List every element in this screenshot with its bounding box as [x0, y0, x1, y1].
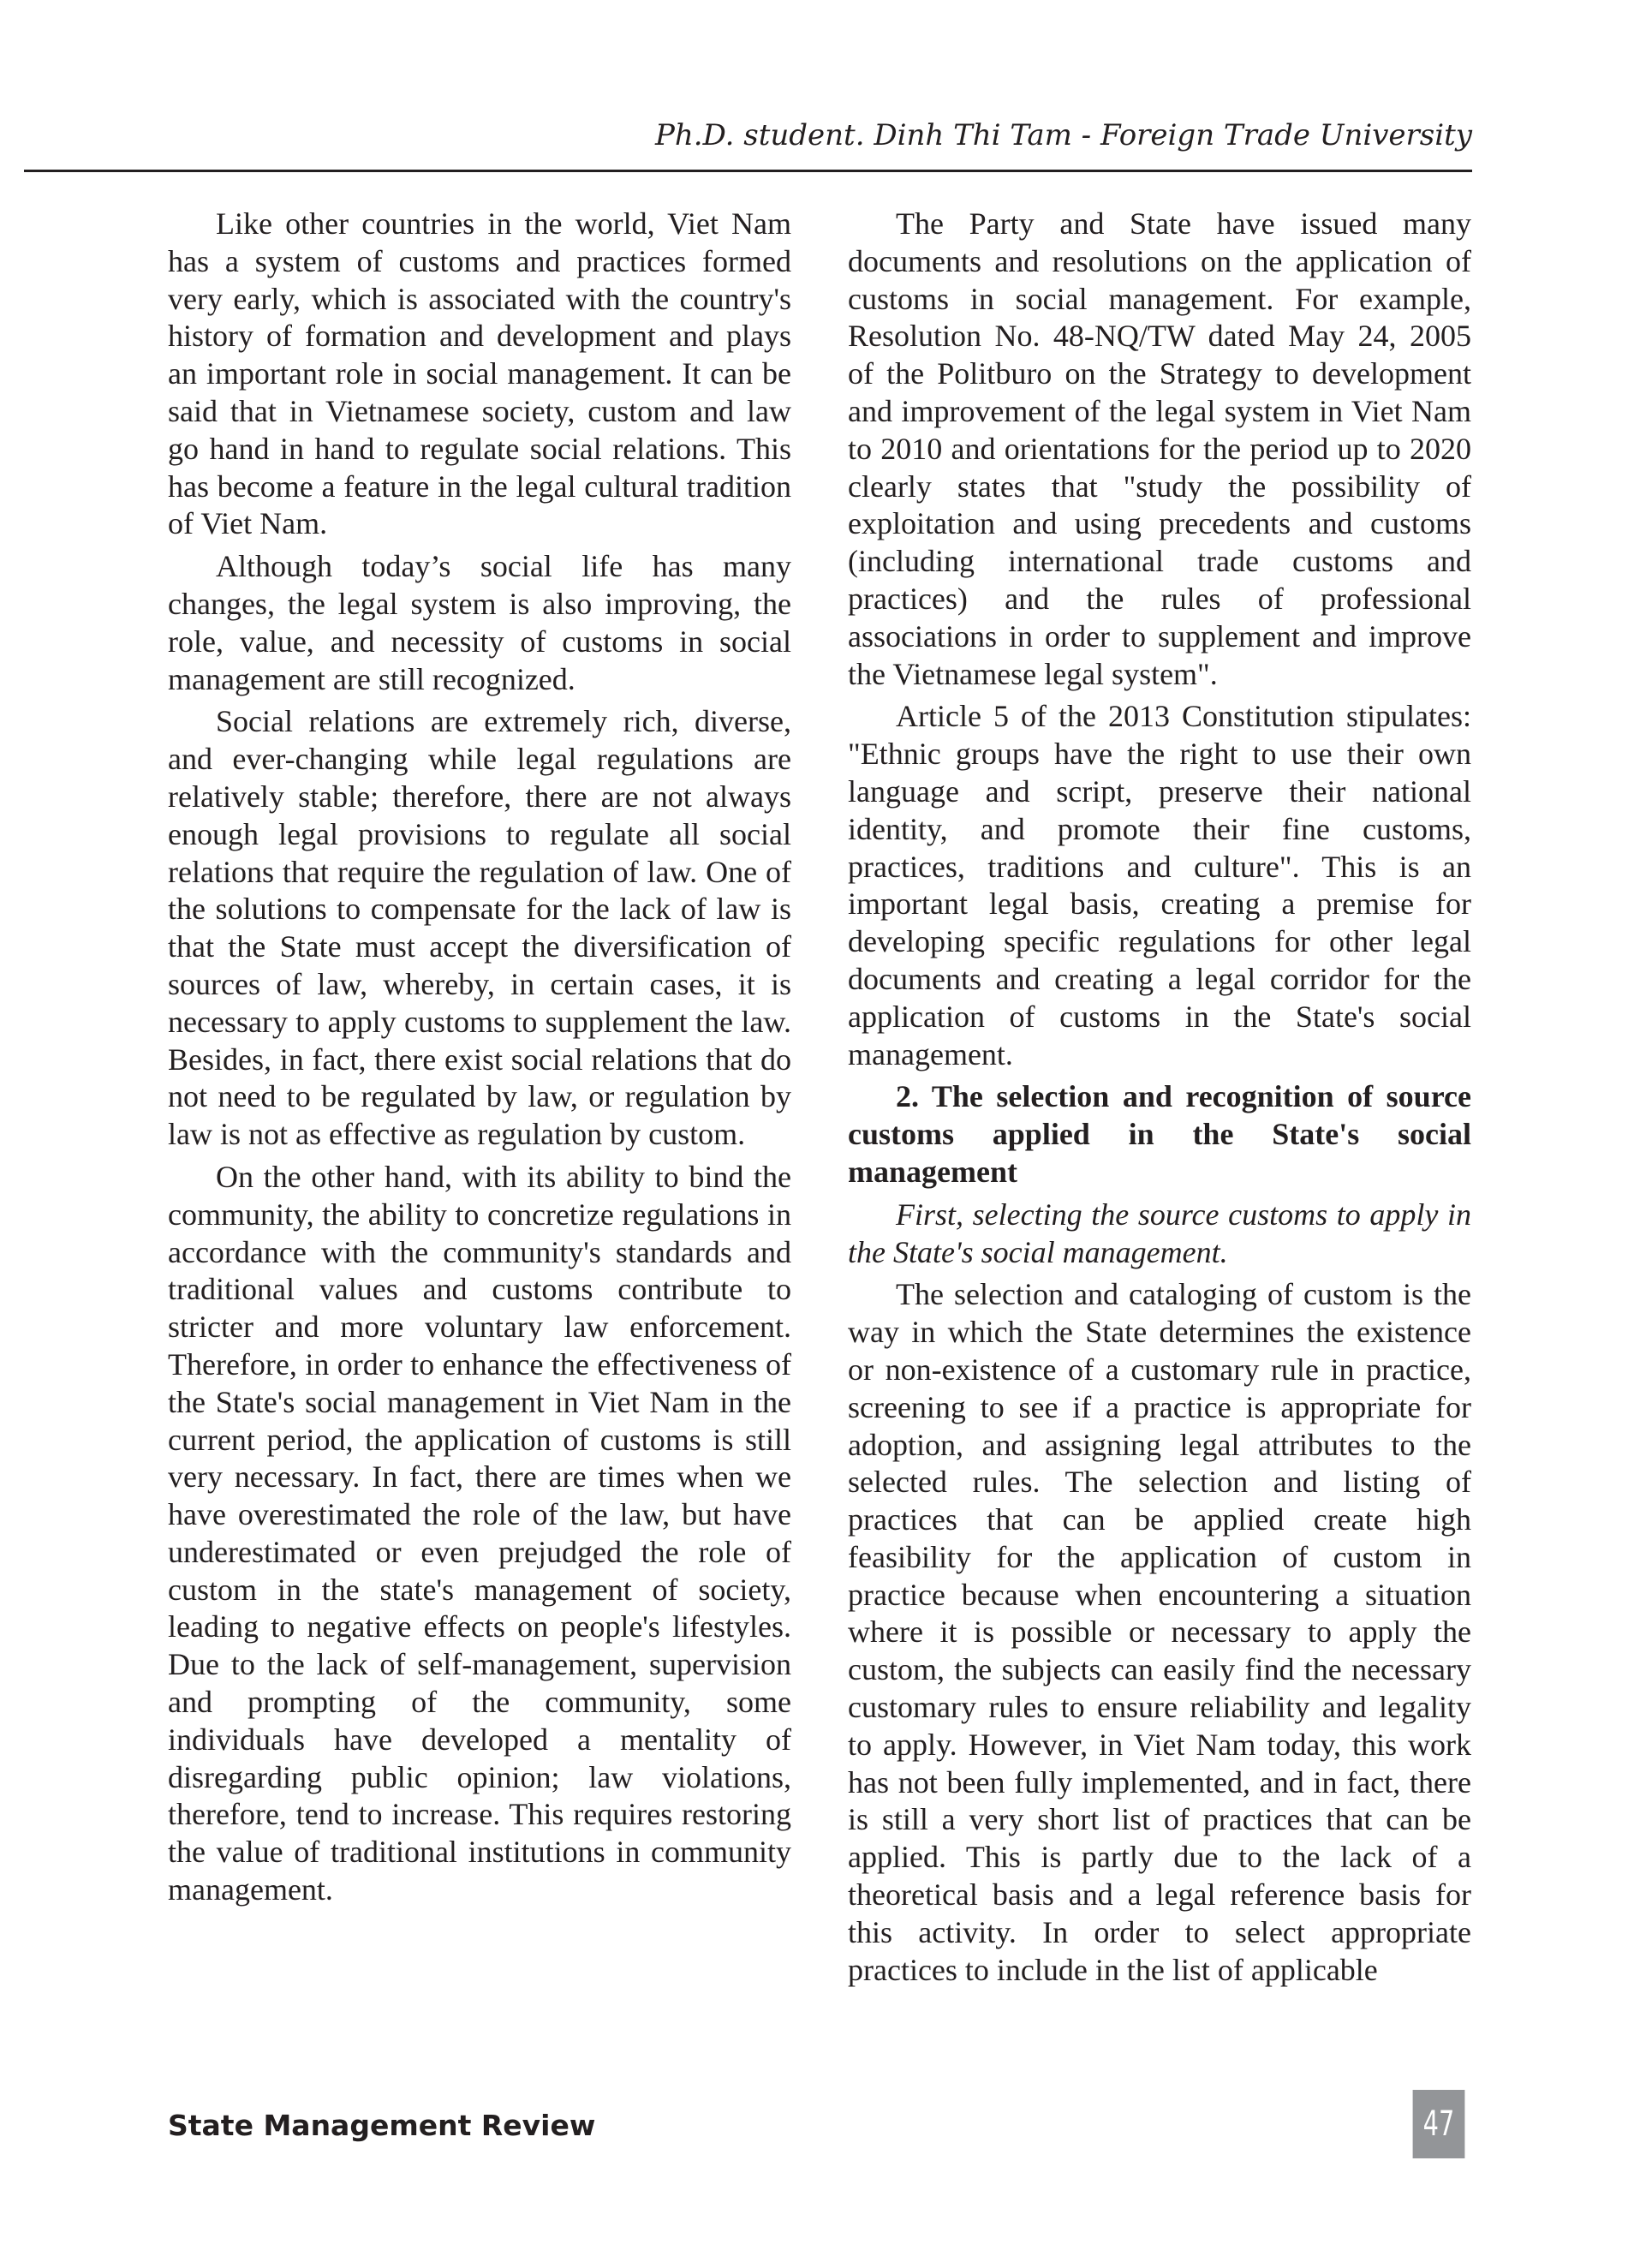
body-paragraph: The selection and cataloging of custom is the way in which the State determines the existence or non-existence of a customary rule in practice, screening to see if a practice is appropriate for adoption, and assigning legal attributes to the selected rules. The selection and listing of practices that can be applied create high feasibility for the application of custom in practice because when encountering a situation where it is possible or necessary to apply the custom, the subjects can easily find the necessary customary rules to ensure reliability and legality to apply. However, in Viet Nam today, this work has not been fully implemented, and in fact, there is still a very short list of practices that can be applied. This is partly due to the lack of a theoretical basis and a legal reference basis for this activity. In order to select appropriate practices to include in the list of applicable — [848, 1277, 1471, 1987]
body-paragraph: Article 5 of the 2013 Constitution stipulates: "Ethnic groups have the right to use their own language and script, preserve their national identity, and promote their fine customs, practices, traditions and culture". This is an important legal basis, creating a premise for developing specific regulations for other legal documents and creating a legal corridor for the application of customs in the State's social management. — [848, 699, 1471, 1071]
italic-subheading: First, selecting the source customs to apply in the State's social management. — [848, 1197, 1471, 1269]
body-paragraph: On the other hand, with its ability to bind the community, the ability to concretize regulations in accordance with the community's standards and traditional values and customs contribute to stricter and more voluntary law enforcement. Therefore, in order to enhance the effectiveness of the State's social management in Viet Nam in the current period, the application of customs is still very necessary. In fact, there are times when we have overestimated the role of the law, but have underestimated or even prejudged the role of custom in the state's management of society, leading to negative effects on people's lifestyles. Due to the lack of self-management, supervision and prompting of the community, some individuals have developed a mentality of disregarding public opinion; law violations, therefore, tend to increase. This requires restoring the value of traditional institutions in community management. — [168, 1159, 791, 1907]
section-heading: 2. The selection and recognition of source customs applied in the State's social management — [848, 1079, 1471, 1189]
body-paragraph: The Party and State have issued many documents and resolutions on the application of customs in social management. For example, Resolution No. 48-NQ/TW dated May 24, 2005 of the Politburo on the Strategy to development and improvement of the legal system in Viet Nam to 2010 and orientations for the period up to 2020 clearly states that "study the possibility of exploitation and using precedents and customs (including international trade customs and practices) and the rules of professional associations in order to supplement and improve the Vietnamese legal system". — [848, 206, 1471, 691]
running-head: Ph.D. student. Dinh Thi Tam - Foreign Trade University — [655, 118, 1472, 152]
page-number: 47 — [1413, 2090, 1465, 2158]
body-paragraph: Social relations are extremely rich, diverse, and ever-changing while legal regulations are relatively stable; therefore, there are not always enough legal provisions to regulate all social relations that require the regulation of law. One of the solutions to compensate for the lack of law is that the State must accept the diversification of sources of law, whereby, in certain cases, it is necessary to apply customs to supplement the law. Besides, in fact, there exist social relations that do not need to be regulated by law, or regulation by law is not as effective as regulation by custom. — [168, 704, 791, 1152]
right-column — [848, 206, 1471, 1994]
journal-name: State Management Review — [168, 2109, 596, 2142]
left-column — [168, 206, 791, 1914]
body-paragraph: Although today’s social life has many changes, the legal system is also improving, the role, value, and necessity of customs in social management are still recognized. — [168, 549, 791, 696]
body-paragraph: Like other countries in the world, Viet Nam has a system of customs and practices formed very early, which is associated with the country's history of formation and development and plays an important role in social management. It can be said that in Vietnamese society, custom and law go hand in hand to regulate social relations. This has become a feature in the legal cultural tradition of Viet Nam. — [168, 206, 791, 541]
header-rule — [24, 170, 1472, 172]
